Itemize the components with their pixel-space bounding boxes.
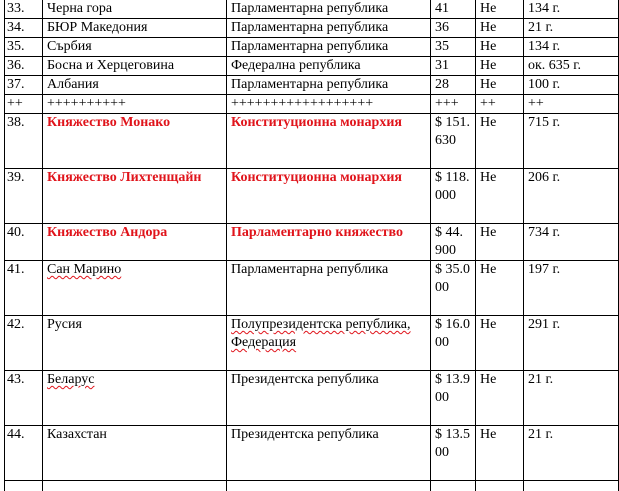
value-cell: 28 bbox=[431, 76, 476, 95]
age-cell: ++ bbox=[524, 95, 619, 114]
row-number: 44. bbox=[5, 426, 43, 481]
row-number: 38. bbox=[5, 114, 43, 169]
government-type: Парламентарна република bbox=[227, 76, 431, 95]
membership-cell: Не bbox=[476, 261, 524, 316]
country-name: Казахстан bbox=[43, 426, 227, 481]
value-cell: $ 13.5 00 bbox=[431, 426, 476, 481]
membership-cell: Не bbox=[476, 76, 524, 95]
age-cell: 206 г. bbox=[524, 169, 619, 224]
membership-cell: ++ bbox=[476, 95, 524, 114]
country-name: Албания bbox=[43, 76, 227, 95]
value-cell: 41 bbox=[431, 0, 476, 19]
age-cell: 21 г. bbox=[524, 371, 619, 426]
government-type: Конституционна монархия bbox=[227, 114, 431, 169]
value-cell: $ 118. 000 bbox=[431, 169, 476, 224]
membership-cell: Не bbox=[476, 169, 524, 224]
country-name: Русия bbox=[43, 316, 227, 371]
government-type: Федерална република bbox=[227, 57, 431, 76]
table-row bbox=[5, 316, 619, 371]
country-name: Беларус bbox=[47, 372, 95, 387]
country-name: Сан Марино bbox=[47, 262, 122, 277]
table-row bbox=[5, 261, 619, 316]
membership-cell: Не bbox=[476, 38, 524, 57]
country-name: Черна гора bbox=[43, 0, 227, 19]
value-cell: 31 bbox=[431, 57, 476, 76]
age-cell: 715 г. bbox=[524, 114, 619, 169]
value-cell: $ 35.0 00 bbox=[431, 261, 476, 316]
row-number: 41. bbox=[5, 261, 43, 316]
table-row bbox=[5, 57, 619, 76]
value-cell: 36 bbox=[431, 19, 476, 38]
separator-row bbox=[5, 95, 619, 114]
value-cell: $ 16.0 00 bbox=[431, 316, 476, 371]
age-cell: 291 г. bbox=[524, 316, 619, 371]
age-cell: 21 г. bbox=[524, 426, 619, 481]
age-cell: 134 г. bbox=[524, 38, 619, 57]
age-cell: 21 г. bbox=[524, 19, 619, 38]
government-type: Президентска република bbox=[227, 371, 431, 426]
membership-cell: Не bbox=[476, 0, 524, 19]
value-cell: $ 44. 900 bbox=[431, 224, 476, 261]
row-number: ++ bbox=[5, 95, 43, 114]
row-number: 37. bbox=[5, 76, 43, 95]
country-name: ++++++++++ bbox=[43, 95, 227, 114]
row-number: 43. bbox=[5, 371, 43, 426]
country-name: Княжество Андора bbox=[43, 224, 227, 261]
government-type: Президентска република bbox=[227, 426, 431, 481]
country-name: БЮР Македония bbox=[43, 19, 227, 38]
row-number: 36. bbox=[5, 57, 43, 76]
age-cell: 134 г. bbox=[524, 0, 619, 19]
row-number: 40. bbox=[5, 224, 43, 261]
membership-cell: Не bbox=[476, 57, 524, 76]
table-row bbox=[5, 0, 619, 19]
membership-cell: Не bbox=[476, 19, 524, 38]
membership-cell: Не bbox=[476, 426, 524, 481]
table-row bbox=[5, 76, 619, 95]
table-row bbox=[5, 38, 619, 57]
row-number: 33. bbox=[5, 0, 43, 19]
government-type: Конституционна монархия bbox=[227, 169, 431, 224]
table-row bbox=[5, 224, 619, 261]
table-row-empty bbox=[5, 481, 619, 491]
row-number: 39. bbox=[5, 169, 43, 224]
value-cell: 35 bbox=[431, 38, 476, 57]
government-type: Парламентарна република bbox=[227, 0, 431, 19]
table-row bbox=[5, 371, 619, 426]
age-cell: 100 г. bbox=[524, 76, 619, 95]
membership-cell: Не bbox=[476, 114, 524, 169]
age-cell: 734 г. bbox=[524, 224, 619, 261]
row-number: 35. bbox=[5, 38, 43, 57]
government-type: Парламентарна република bbox=[227, 19, 431, 38]
government-type: Парламентарно княжество bbox=[227, 224, 431, 261]
value-cell: $ 13.9 00 bbox=[431, 371, 476, 426]
table-row bbox=[5, 19, 619, 38]
country-name: Босна и Херцеговина bbox=[43, 57, 227, 76]
government-type: Парламентарна република bbox=[227, 38, 431, 57]
table-row bbox=[5, 114, 619, 169]
row-number: 42. bbox=[5, 316, 43, 371]
government-type: Полупрезидентска република, Федерация bbox=[231, 317, 411, 350]
membership-cell: Не bbox=[476, 371, 524, 426]
value-cell: $ 151. 630 bbox=[431, 114, 476, 169]
age-cell: ок. 635 г. bbox=[524, 57, 619, 76]
country-name: Сърбия bbox=[43, 38, 227, 57]
age-cell: 197 г. bbox=[524, 261, 619, 316]
table-row bbox=[5, 426, 619, 481]
membership-cell: Не bbox=[476, 224, 524, 261]
country-name: Княжество Лихтенщайн bbox=[43, 169, 227, 224]
countries-table bbox=[4, 0, 619, 491]
row-number: 34. bbox=[5, 19, 43, 38]
table-row bbox=[5, 169, 619, 224]
government-type: Парламентарна република bbox=[227, 261, 431, 316]
government-type: ++++++++++++++++++ bbox=[227, 95, 431, 114]
value-cell: +++ bbox=[431, 95, 476, 114]
membership-cell: Не bbox=[476, 316, 524, 371]
country-name: Княжество Монако bbox=[43, 114, 227, 169]
